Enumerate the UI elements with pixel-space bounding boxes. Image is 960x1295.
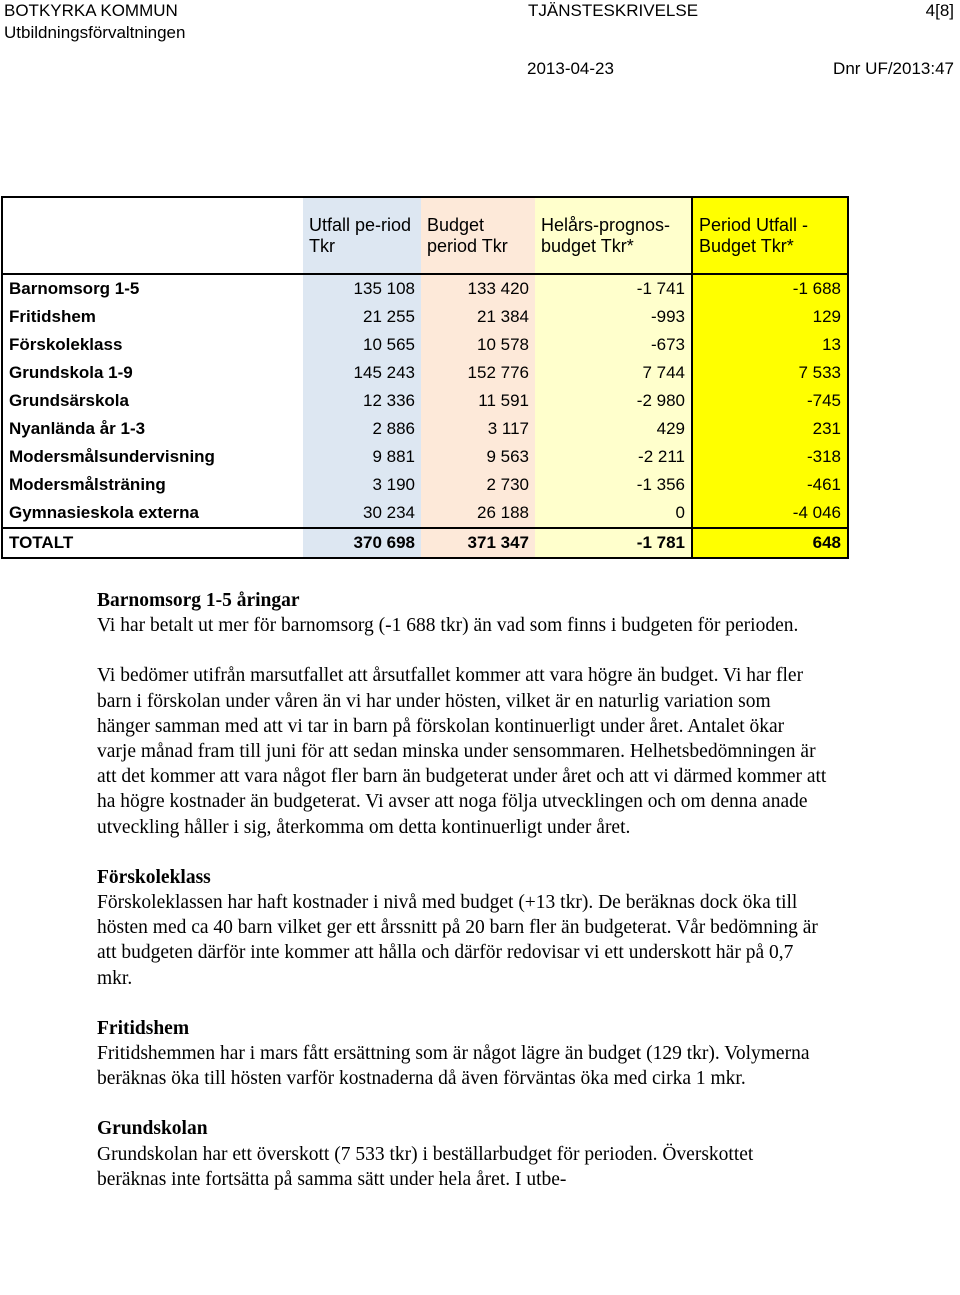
cell-diff: 7 533 [692, 359, 848, 387]
cell-diff: 13 [692, 331, 848, 359]
cell-utfall: 9 881 [303, 443, 421, 471]
cell-utfall: 370 698 [303, 528, 421, 558]
organization-name: BOTKYRKA KOMMUN [4, 1, 178, 20]
cell-diff: 648 [692, 528, 848, 558]
table-row [2, 303, 848, 331]
cell-prognos: 429 [535, 415, 692, 443]
cell-diff: -461 [692, 471, 848, 499]
cell-budget: 9 563 [421, 443, 535, 471]
budget-table [1, 196, 849, 559]
cell-diff: 129 [692, 303, 848, 331]
cell-diff: -318 [692, 443, 848, 471]
total-row [2, 528, 848, 558]
cell-prognos: -673 [535, 331, 692, 359]
cell-diff: -4 046 [692, 499, 848, 528]
header-diff: Period Utfall - Budget Tkr* [692, 197, 848, 274]
cell-prognos: 0 [535, 499, 692, 528]
department-name: Utbildningsförvaltningen [4, 23, 186, 42]
cell-budget: 371 347 [421, 528, 535, 558]
table-row [2, 499, 848, 528]
page-number: 4[8] [925, 1, 954, 20]
section-heading: Förskoleklass [97, 866, 211, 888]
cell-budget: 2 730 [421, 471, 535, 499]
section [97, 1016, 827, 1092]
row-label: Modersmålsundervisning [2, 443, 303, 471]
cell-utfall: 21 255 [303, 303, 421, 331]
cell-diff: -1 688 [692, 274, 848, 303]
cell-prognos: 7 744 [535, 359, 692, 387]
cell-utfall: 3 190 [303, 471, 421, 499]
header-prognos: Helårs-prognos-budget Tkr* [535, 197, 692, 274]
table-row [2, 443, 848, 471]
row-label: Grundsärskola [2, 387, 303, 415]
row-label: Nyanlända år 1-3 [2, 415, 303, 443]
table-row [2, 331, 848, 359]
cell-utfall: 145 243 [303, 359, 421, 387]
table-header-row [2, 197, 848, 274]
section [97, 1116, 827, 1192]
row-label: TOTALT [2, 528, 303, 558]
section [97, 865, 827, 991]
table-row [2, 274, 848, 303]
paragraph: Vi har betalt ut mer för barnomsorg (-1 688 tkr) än vad som finns i budgeten för perioden. [97, 615, 799, 637]
cell-prognos: -993 [535, 303, 692, 331]
table-row [2, 387, 848, 415]
cell-diff: 231 [692, 415, 848, 443]
cell-budget: 11 591 [421, 387, 535, 415]
document-type: TJÄNSTESKRIVELSE [528, 1, 699, 20]
header-label-cell [2, 197, 303, 274]
section-heading: Fritidshem [97, 1017, 190, 1039]
table-row [2, 359, 848, 387]
table-row [2, 471, 848, 499]
document-date: 2013-04-23 [527, 59, 614, 78]
paragraph: Vi bedömer utifrån marsutfallet att årsutfallet kommer att vara högre än budget. Vi har fler barn i förskolan under våren än vi har under hösten, vilket är en naturlig variation som hänger samman med att vi tar in barn på förskolan kontinuerligt under året. Antalet ökar varje månad fram till juni för att sedan minska under sensommaren. Helhetsbedömningen är att det kommer att vara något fler barn än budgeterat under året och att vi därmed kommer att ha högre kostnader än budgeterat. Vi avser att noga följa utvecklingen och om denna anade utveckling håller i sig, återkomma om detta kontinuerligt under året. [97, 665, 827, 838]
paragraph: Grundskolan har ett överskott (7 533 tkr) i beställarbudget för perioden. Överskottet beräknas inte fortsätta på samma sätt under hela året. I utbe- [97, 1143, 754, 1190]
cell-utfall: 2 886 [303, 415, 421, 443]
cell-budget: 21 384 [421, 303, 535, 331]
row-label: Modersmålsträning [2, 471, 303, 499]
cell-prognos: -2 211 [535, 443, 692, 471]
paragraph: Fritidshemmen har i mars fått ersättning som är något lägre än budget (129 tkr). Volymerna beräknas öka till hösten varför kostnaderna då även förväntas öka med cirka 1 mkr. [97, 1043, 810, 1090]
row-label: Förskoleklass [2, 331, 303, 359]
cell-utfall: 30 234 [303, 499, 421, 528]
section-heading: Barnomsorg 1-5 åringar [97, 590, 300, 611]
cell-budget: 152 776 [421, 359, 535, 387]
cell-budget: 3 117 [421, 415, 535, 443]
document-body [97, 588, 827, 1192]
paragraph: Förskoleklassen har haft kostnader i nivå med budget (+13 tkr). De beräknas dock öka till hösten med ca 40 barn vilket ger ett årssnitt på 20 barn fler än budgeterat. Vår bedömning är att budgeten därför inte kommer att hålla och därför redovisar vi ett underskott här på 0,7 mkr. [97, 892, 818, 989]
cell-prognos: -1 741 [535, 274, 692, 303]
table-row [2, 415, 848, 443]
cell-budget: 10 578 [421, 331, 535, 359]
row-label: Fritidshem [2, 303, 303, 331]
section-heading: Grundskolan [97, 1118, 208, 1140]
section [97, 588, 827, 840]
cell-diff: -745 [692, 387, 848, 415]
cell-prognos: -2 980 [535, 387, 692, 415]
cell-prognos: -1 356 [535, 471, 692, 499]
row-label: Gymnasieskola externa [2, 499, 303, 528]
header-utfall: Utfall pe-riod Tkr [303, 197, 421, 274]
row-label: Barnomsorg 1-5 [2, 274, 303, 303]
cell-utfall: 10 565 [303, 331, 421, 359]
cell-utfall: 12 336 [303, 387, 421, 415]
cell-budget: 133 420 [421, 274, 535, 303]
document-reference: Dnr UF/2013:47 [833, 59, 954, 78]
cell-utfall: 135 108 [303, 274, 421, 303]
header-budget: Budget period Tkr [421, 197, 535, 274]
cell-budget: 26 188 [421, 499, 535, 528]
row-label: Grundskola 1-9 [2, 359, 303, 387]
cell-prognos: -1 781 [535, 528, 692, 558]
